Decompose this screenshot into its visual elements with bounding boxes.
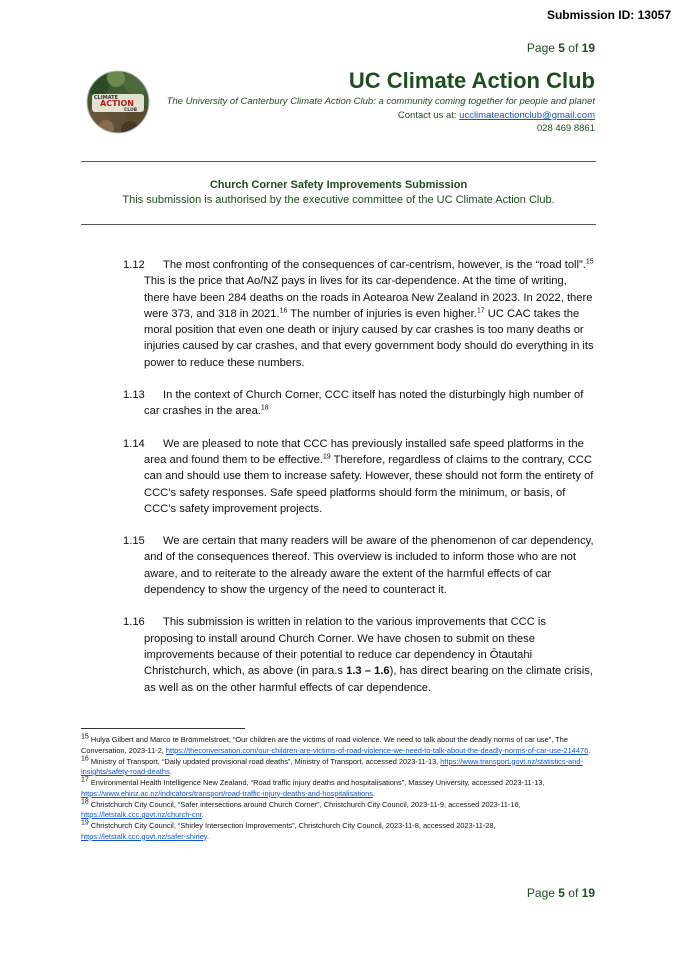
page-of: of: [564, 886, 582, 900]
submission-title: Church Corner Safety Improvements Submission: [209, 179, 468, 191]
submission-authorisation: This submission is authorised by the executive committee of the UC Climate Action Club.: [122, 194, 555, 206]
page-total: 19: [581, 886, 595, 900]
footnote-text: Christchurch City Council, “Safer intersections around Church Corner”, Christchurch City Council, 2023-11-9, accessed 2023-11-16,: [88, 799, 521, 809]
paragraph-text: We are certain that many readers will be aware of the phenomenon of car dependency, and of the consequences thereof. This overview is included to inform those who are not aware, and to reiterate to the already aware the extent of the harmful effects of car dependency to show the urgency of the need to counteract it.: [144, 535, 594, 597]
page-prefix: Page: [526, 886, 559, 900]
footnote-punct: .: [588, 745, 591, 755]
footnote-link[interactable]: https://www.ehinz.ac.nz/indicators/transport/road-traffic-injury-deaths-and-hospitalisations: [81, 788, 373, 798]
submission-id: Submission ID: 13057: [546, 8, 671, 22]
phone-number: 028 469 8861: [536, 123, 595, 134]
page-prefix: Page: [526, 41, 559, 55]
paragraph-text: In the context of Church Corner, CCC itself has noted the disturbingly high number of car crashes in the area.: [144, 389, 584, 418]
page-of: of: [564, 41, 582, 55]
title-divider: [81, 224, 596, 225]
club-tagline: The University of Canterbury Climate Action Club: a community coming together for people and planet: [166, 96, 595, 107]
contact-line: [398, 110, 595, 121]
footnote: [81, 735, 596, 756]
footnote-punct: .: [372, 788, 375, 798]
page-current: 5: [558, 41, 565, 55]
footnote: [81, 821, 596, 842]
footnote: [81, 778, 596, 799]
paragraph-text: The number of injuries is even higher.: [287, 307, 477, 320]
email-link[interactable]: ucclimateactionclub@gmail.com: [459, 110, 595, 121]
numbered-paragraph: [123, 533, 595, 598]
page-current: 5: [558, 886, 565, 900]
paragraph-text: We are pleased to note that CCC has previously installed safe speed platforms in the area and found them to be effective.: [144, 437, 584, 466]
footnote-ref: 15: [585, 258, 594, 266]
body-paragraphs: [123, 257, 595, 712]
footnote-number: 19: [81, 819, 89, 827]
numbered-paragraph: [123, 257, 595, 371]
footnote-text: Ministry of Transport, “Daily updated provisional road deaths”, Ministry of Transport, accessed 2023-11-13,: [88, 756, 441, 766]
page-total: 19: [581, 41, 595, 55]
paragraph-number: 1.13: [123, 389, 145, 402]
paragraph-text: This submission is written in relation to the various improvements that CCC is proposing to install around Church Corner. We have chosen to submit on these improvements because of their potential to reduce car dependency in Ōtautahi Christchurch, which, as above (in para.s: [144, 616, 547, 678]
footnote-link[interactable]: https://theconversation.com/our-children-are-victims-of-road-violence-we-need-to-talk-about-the-deadly-norms-of-car-use-214476: [165, 745, 589, 755]
footnote-link[interactable]: https://www.transport.govt.nz/statistics-and-insights/safety-road-deaths: [81, 756, 583, 776]
logo-text-club: CLUB: [124, 108, 138, 113]
bold-text: 1.3 – 1.6: [346, 665, 390, 678]
paragraph-number: 1.14: [123, 437, 145, 450]
paragraph-text: The most confronting of the consequences of car-centrism, however, is the “road toll”.: [163, 259, 586, 271]
footnote-link[interactable]: https://letstalk.ccc.govt.nz/church-cnr: [81, 810, 202, 819]
paragraph-text: Therefore, regardless of claims to the contrary, CCC can and should use them to increase safety. However, these should not form the entirety of CCC’s safety responses. Safe speed platforms should form the minimum, or basis, of CCC’s safety improvement projects.: [144, 453, 594, 515]
footnote: [81, 800, 596, 821]
footnote-link[interactable]: https://letstalk.ccc.govt.nz/safer-shirley: [81, 831, 207, 841]
footnote-ref: 16: [279, 307, 288, 315]
footnote-ref: 19: [322, 453, 331, 461]
numbered-paragraph: [123, 436, 595, 517]
footnote-number: 16: [81, 755, 89, 763]
footnote-text: Christchurch City Council, “Shirley Intersection Improvements”, Christchurch City Council, 2023-11-8, accessed 2023-11-28,: [88, 821, 496, 830]
club-logo: [86, 70, 150, 134]
footnote-text: Environmental Health Intelligence New Zealand, “Road traffic injury deaths and hospitalisations”, Massey University, accessed 2023-11-13,: [88, 778, 545, 787]
footnote-punct: .: [169, 767, 172, 776]
footnote-punct: .: [206, 831, 210, 841]
footnote-ref: 18: [260, 404, 269, 412]
footnote-text: Hulya Gilbert and Marco te Brömmelstroet, “Our children are the victims of road violence. We need to talk about the deadly norms of car use”, The Conversation, 2023-11-2,: [81, 735, 568, 755]
footnote-punct: .: [201, 810, 204, 819]
club-name: UC Climate Action Club: [348, 68, 595, 93]
paragraph-text: UC CAC takes the moral position that even one death or injury caused by car crashes is too many deaths or injuries caused by car crashes, and that every government body should do everything in its power to reduce these numbers.: [144, 307, 594, 369]
paragraph-text: This is the price that Ao/NZ pays in lives for its car-dependence. At the time of writing, there have been 284 deaths on the roads in Aotearoa New Zealand in 2023. In 2022, there were 373, and 318 in 2021.: [144, 275, 593, 320]
paragraph-number: 1.12: [123, 259, 145, 271]
page-number-bottom: [527, 886, 595, 900]
header-divider: [81, 161, 596, 162]
logo-text-climate: CLIMATE: [94, 95, 118, 101]
numbered-paragraph: [123, 614, 595, 695]
footnotes: [81, 735, 596, 843]
logo-text-action: ACTION: [100, 99, 134, 108]
footnote-number: 18: [81, 798, 89, 806]
contact-prefix: Contact us at:: [397, 110, 460, 121]
paragraph-text: ), has direct bearing on the climate crisis, as well as on the other harmful effects of car dependence.: [144, 665, 593, 694]
paragraph-number: 1.15: [123, 535, 145, 548]
page-number-top: [527, 41, 595, 55]
paragraph-number: 1.16: [123, 616, 145, 629]
footnote: [81, 757, 596, 778]
footnote-ref: 17: [476, 307, 485, 315]
footnote-number: 15: [81, 733, 89, 741]
numbered-paragraph: [123, 387, 595, 420]
footnote-number: 17: [81, 776, 89, 784]
footnote-divider: [81, 728, 245, 729]
